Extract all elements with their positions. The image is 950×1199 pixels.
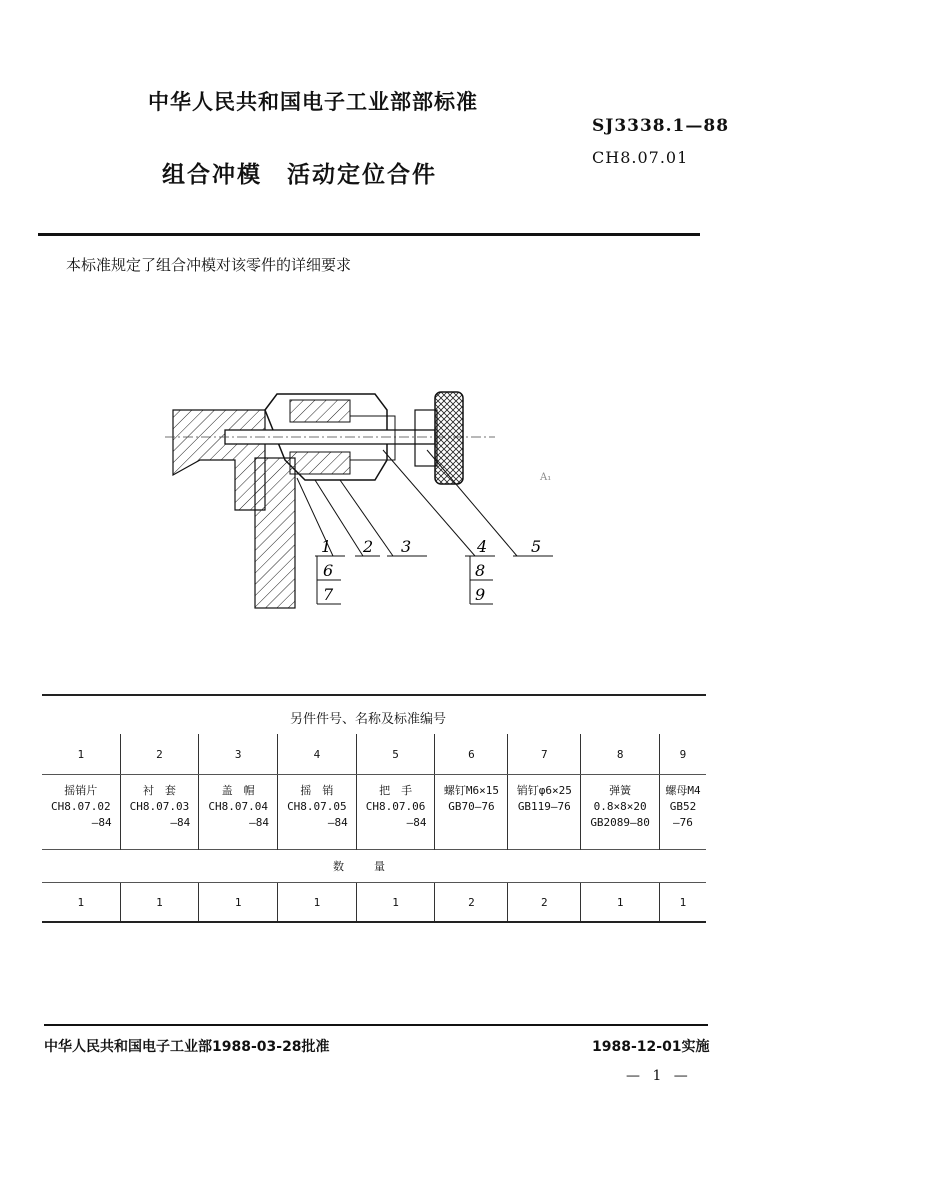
part-std: GB2089—80 xyxy=(590,816,650,829)
part-cell xyxy=(42,775,120,850)
part-no: 5 xyxy=(356,734,435,775)
assembly-drawing xyxy=(165,380,565,620)
part-code: CH8.07.04 xyxy=(208,800,268,813)
vertical-plate xyxy=(255,458,295,608)
part-std: —84 xyxy=(327,816,348,829)
part-std: —84 xyxy=(91,816,112,829)
callout-5: 5 xyxy=(531,537,542,556)
callout-4: 4 xyxy=(477,537,488,556)
quantity-label-row xyxy=(42,850,706,883)
part-cell xyxy=(508,775,581,850)
callout-9: 9 xyxy=(475,585,486,604)
part-name: 把 手 xyxy=(379,784,413,797)
part-cell xyxy=(199,775,278,850)
part-no: 3 xyxy=(199,734,278,775)
page-number: — 1 — xyxy=(626,1068,692,1084)
part-name: 销钉φ6×25 xyxy=(516,784,572,797)
callout-6: 6 xyxy=(323,561,334,580)
quantity: 1 xyxy=(278,883,357,923)
quantity: 1 xyxy=(120,883,199,923)
standard-number: SJ3338.1—88 xyxy=(592,116,730,136)
part-code: CH8.07.05 xyxy=(287,800,347,813)
quantity: 2 xyxy=(508,883,581,923)
quantity: 2 xyxy=(435,883,508,923)
handle-knob xyxy=(435,392,463,484)
part-cell xyxy=(435,775,508,850)
part-code: 0.8×8×20 xyxy=(593,800,647,813)
quantity: 1 xyxy=(356,883,435,923)
quantity-row xyxy=(42,883,706,923)
part-cell xyxy=(356,775,435,850)
part-no: 6 xyxy=(435,734,508,775)
callout-1: 1 xyxy=(321,537,332,556)
part-no: 4 xyxy=(278,734,357,775)
part-std: —84 xyxy=(170,816,191,829)
callout-8: 8 xyxy=(475,561,486,580)
approval-line: 中华人民共和国电子工业部1988-03-28批准 xyxy=(44,1039,330,1055)
quantity: 1 xyxy=(659,883,706,923)
quantity: 1 xyxy=(581,883,660,923)
part-name: 弹簧 xyxy=(609,784,632,797)
part-no: 1 xyxy=(42,734,120,775)
cap-top xyxy=(290,400,350,422)
part-name: 螺钉M6×15 xyxy=(443,784,499,797)
part-cell xyxy=(120,775,199,850)
part-no: 8 xyxy=(581,734,660,775)
document-title: 组合冲模 活动定位合件 xyxy=(162,162,437,188)
footer-divider xyxy=(44,1024,708,1026)
quantity-label: 数量 xyxy=(42,850,706,883)
part-code: GB119—76 xyxy=(517,800,571,813)
part-name: 摇销片 xyxy=(64,784,98,797)
quantity: 1 xyxy=(199,883,278,923)
part-name: 衬 套 xyxy=(142,784,176,797)
part-std: —76 xyxy=(673,816,693,829)
part-std: —84 xyxy=(249,816,270,829)
part-name: 螺母M4 xyxy=(665,784,701,797)
header-divider xyxy=(38,233,700,236)
quantity: 1 xyxy=(42,883,120,923)
part-code: CH8.07.01 xyxy=(592,148,689,167)
cap-bottom xyxy=(290,452,350,474)
part-code: GB70—76 xyxy=(448,800,495,813)
callout-7: 7 xyxy=(323,585,334,604)
part-cell xyxy=(278,775,357,850)
part-no: 2 xyxy=(120,734,199,775)
part-code: GB52 xyxy=(669,800,697,813)
part-code: CH8.07.06 xyxy=(365,800,426,813)
intro-text: 本标准规定了组合冲模对该零件的详细要求 xyxy=(66,256,352,274)
parts-table xyxy=(42,734,706,923)
leader-line-5 xyxy=(427,450,517,556)
table-top-rule xyxy=(42,694,706,696)
part-std: —84 xyxy=(406,816,427,829)
part-cell xyxy=(659,775,706,850)
base-plate xyxy=(173,410,265,510)
part-cell xyxy=(581,775,660,850)
callout-3: 3 xyxy=(401,537,412,556)
stray-mark: A₁ xyxy=(540,472,552,483)
part-code: CH8.07.03 xyxy=(129,800,190,813)
part-no: 9 xyxy=(659,734,706,775)
callout-2: 2 xyxy=(363,537,374,556)
part-no: 7 xyxy=(508,734,581,775)
table-caption: 另件件号、名称及标准编号 xyxy=(290,712,447,727)
part-number-row xyxy=(42,734,706,775)
part-name: 摇 销 xyxy=(300,784,334,797)
effective-date: 1988-12-01实施 xyxy=(592,1039,710,1055)
part-name: 盖 帽 xyxy=(221,784,255,797)
issuing-organization: 中华人民共和国电子工业部部标准 xyxy=(148,90,478,114)
part-name-row xyxy=(42,775,706,850)
part-code: CH8.07.02 xyxy=(50,800,111,813)
